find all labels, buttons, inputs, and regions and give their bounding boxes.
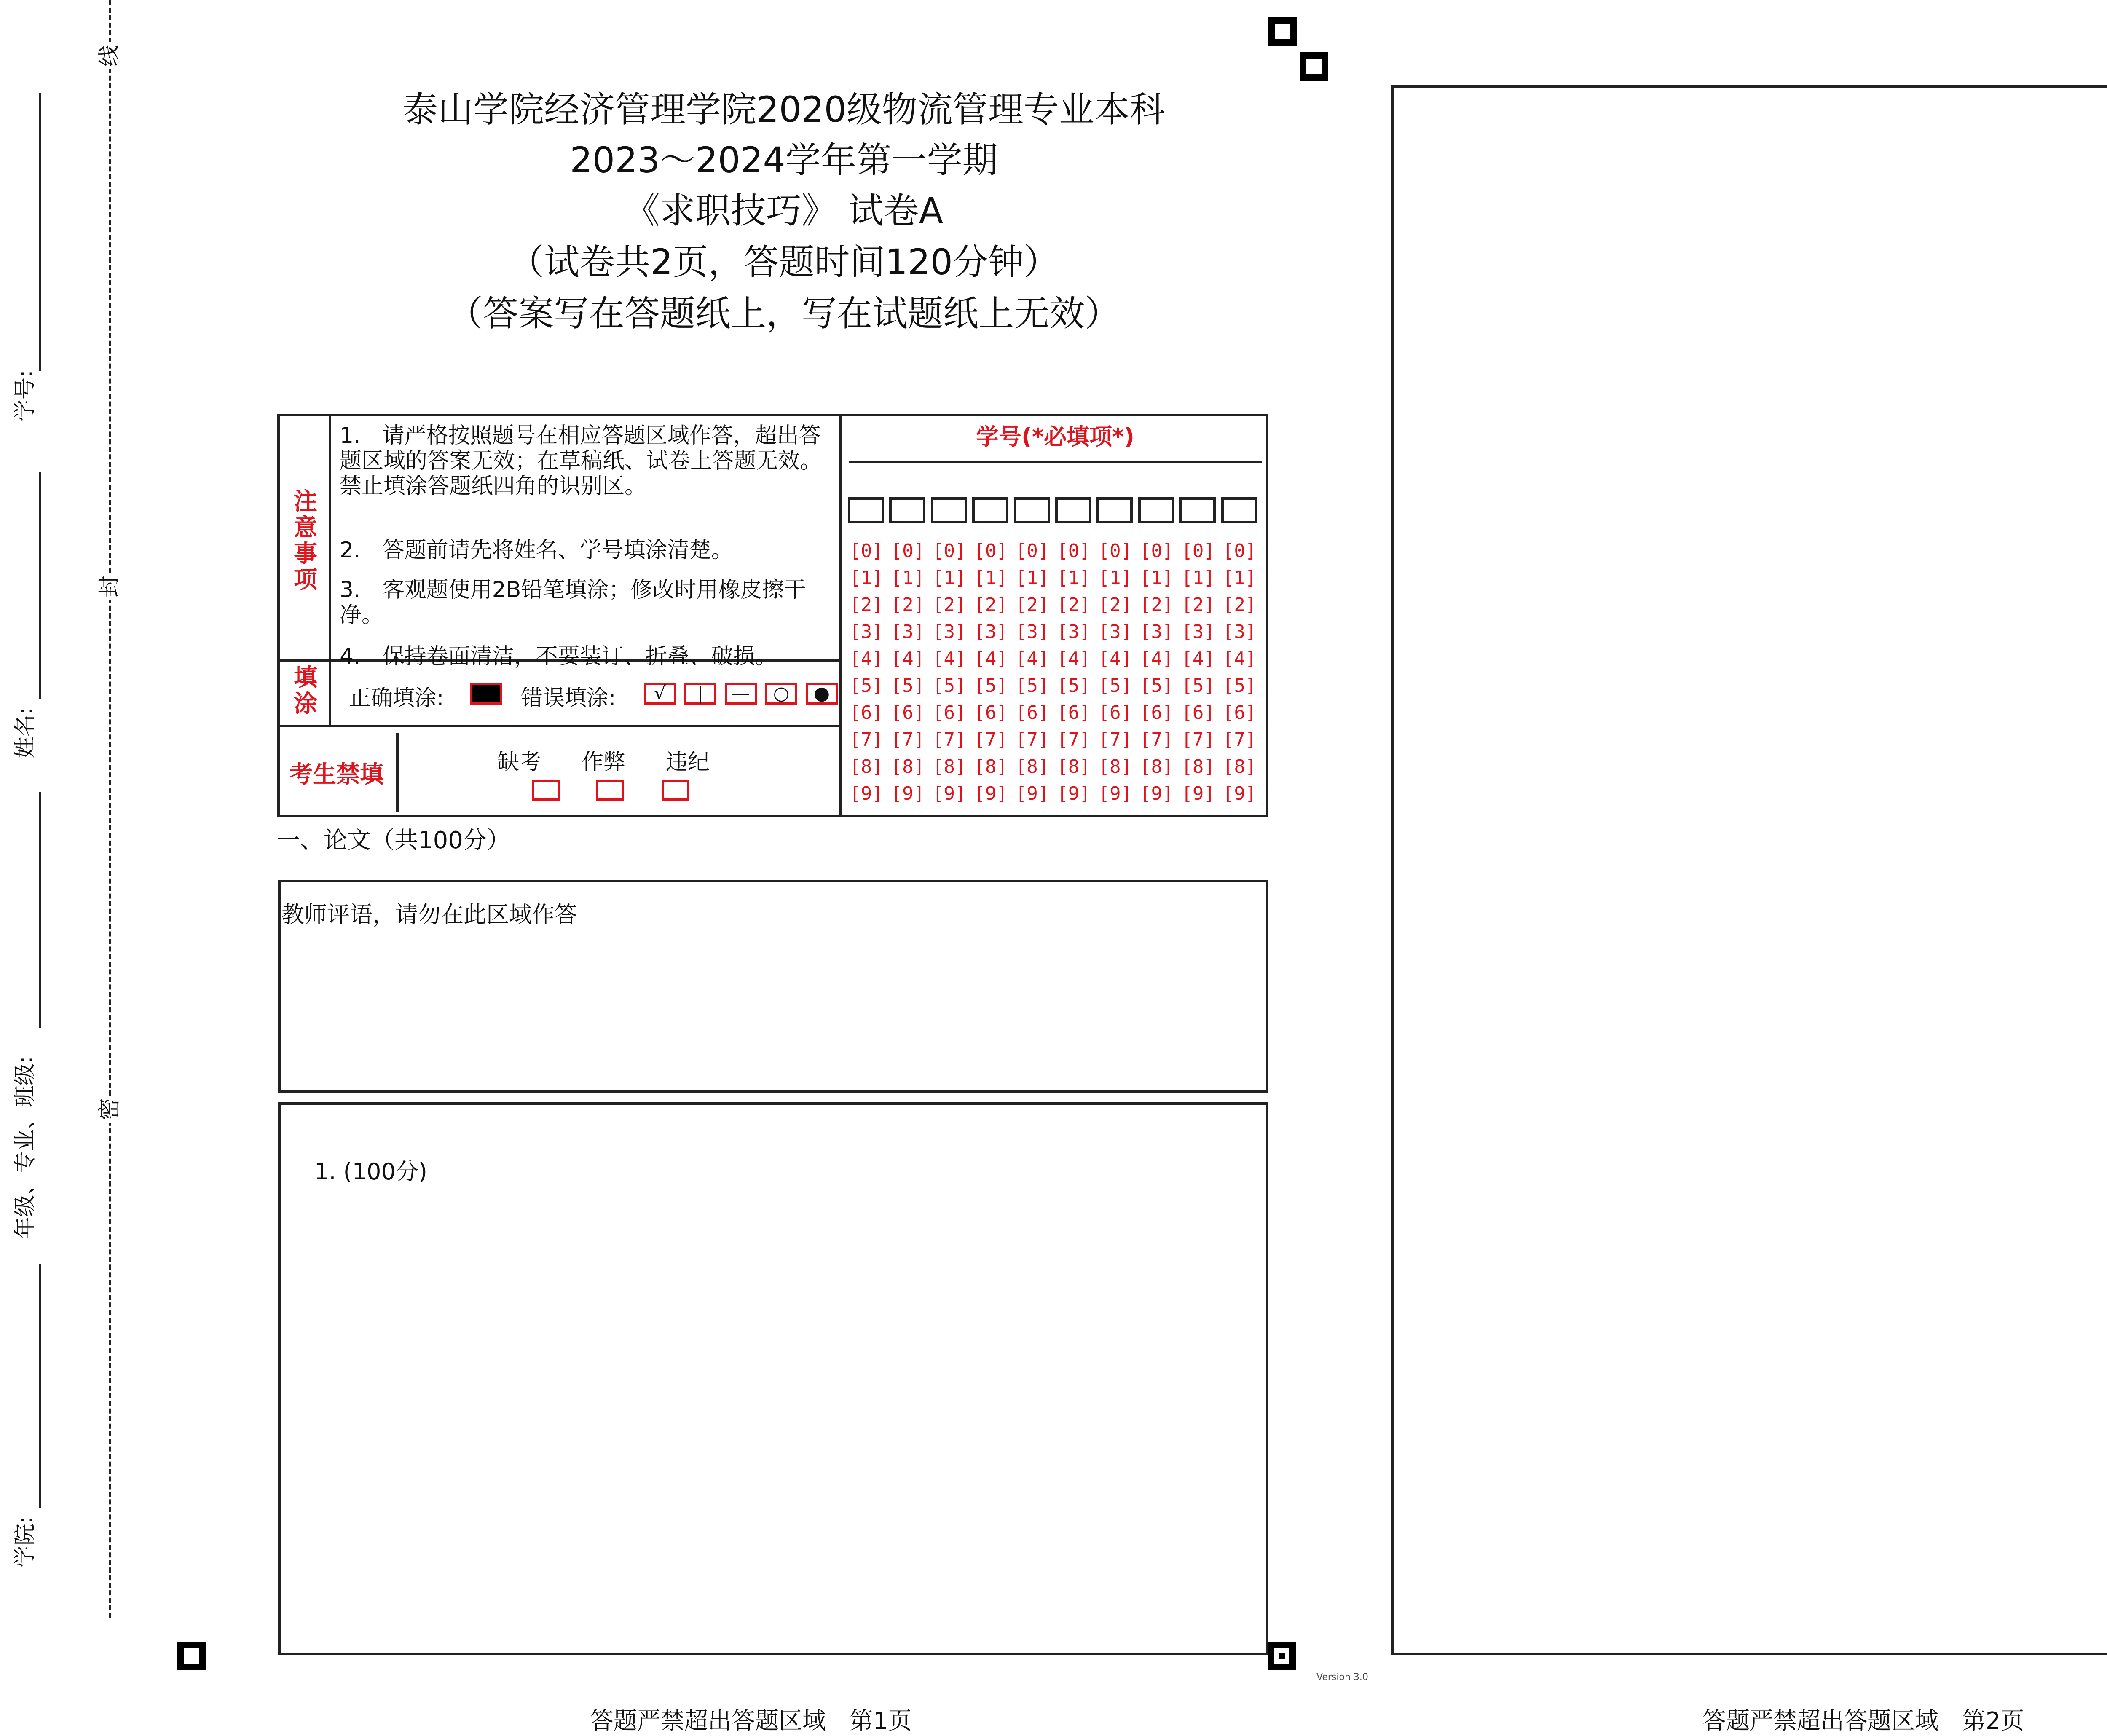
student-id-bubble[interactable]: [6] — [850, 702, 883, 723]
student-id-bubble-column — [887, 538, 928, 807]
notice-item-1: 1. 请严格按照题号在相应答题区域作答，超出答题区域的答案无效；在草稿纸、试卷上答题无效。禁止填涂答题纸四角的识别区。 — [340, 423, 822, 499]
student-id-blank-line[interactable] — [39, 93, 41, 371]
page-2-footer: 答题严禁超出答题区域 第2页 — [1702, 1707, 2024, 1735]
student-id-bubble[interactable]: [0] — [933, 540, 966, 562]
student-id-bubble[interactable]: [8] — [1057, 756, 1091, 777]
student-id-bubble[interactable]: [2] — [1098, 594, 1132, 616]
student-id-field-label: 学号: — [13, 370, 38, 421]
correct-fill-label: 正确填涂: — [349, 680, 444, 712]
student-id-bubble[interactable]: [2] — [1057, 594, 1091, 616]
fill-label: 填 涂 — [294, 664, 317, 718]
student-id-bubble[interactable]: [2] — [974, 594, 1008, 616]
student-id-bubble[interactable]: [9] — [1181, 783, 1215, 804]
student-id-bubble[interactable]: [9] — [1140, 783, 1174, 804]
student-id-bubble[interactable]: [5] — [850, 675, 883, 697]
student-id-bubble[interactable]: [7] — [891, 729, 925, 750]
wrong-fill-dash-icon: — — [725, 683, 757, 705]
student-id-bubble[interactable]: [3] — [1057, 621, 1091, 643]
name-field-label: 姓名: — [13, 707, 38, 758]
student-id-bubble[interactable]: [3] — [1181, 621, 1215, 643]
section-heading: 一、论文（共100分） — [276, 827, 510, 854]
student-id-bubble[interactable]: [2] — [933, 594, 966, 616]
absent-label: 缺考 — [497, 750, 541, 775]
student-id-bubble-column — [1220, 538, 1260, 807]
student-id-bubble[interactable]: [4] — [1222, 648, 1257, 670]
notice-item-3: 3. 客观题使用2B铅笔填涂；修改时用橡皮擦干净。 — [340, 577, 806, 628]
student-id-bubble-column — [929, 538, 970, 807]
correct-fill-example — [470, 683, 502, 705]
student-id-bubble[interactable]: [9] — [850, 783, 883, 804]
student-id-bubble[interactable]: [9] — [1098, 783, 1132, 804]
student-id-bubble[interactable]: [1] — [1057, 567, 1091, 589]
student-id-write-line — [849, 461, 1262, 463]
student-id-bubble[interactable]: [4] — [1057, 648, 1091, 670]
student-id-bubble[interactable]: [6] — [1098, 702, 1132, 723]
student-id-bubble[interactable]: [9] — [933, 783, 966, 804]
student-id-bubble[interactable]: [3] — [974, 621, 1008, 643]
student-id-bubble[interactable]: [9] — [1057, 783, 1091, 804]
student-id-bubble[interactable]: [5] — [974, 675, 1008, 697]
student-id-bubble[interactable]: [8] — [891, 756, 925, 777]
page-1-footer: 答题严禁超出答题区域 第1页 — [590, 1707, 912, 1735]
student-id-bubble[interactable]: [5] — [1181, 675, 1215, 697]
discipline-label: 违纪 — [666, 750, 710, 775]
seal-char-seal: 封 — [96, 573, 123, 600]
notice-divider — [329, 414, 331, 726]
student-id-bubble[interactable]: [3] — [1098, 621, 1132, 643]
student-id-bubble[interactable]: [6] — [1222, 702, 1257, 723]
student-id-bubble[interactable]: [6] — [974, 702, 1008, 723]
student-id-bubble[interactable]: [0] — [850, 540, 883, 562]
student-id-bubble[interactable]: [1] — [1140, 567, 1174, 589]
student-id-bubble[interactable]: [1] — [1015, 567, 1049, 589]
student-id-digit-box[interactable] — [1138, 497, 1174, 523]
student-id-label: 学号(*必填项*) — [976, 423, 1134, 450]
corner-marker-icon — [177, 1642, 206, 1670]
student-id-digit-box[interactable] — [1055, 497, 1091, 523]
student-id-bubble[interactable]: [2] — [1140, 594, 1174, 616]
binding-dashed-line — [109, 0, 111, 1618]
student-id-bubble-column — [1012, 538, 1053, 807]
student-id-digit-box[interactable] — [1096, 497, 1133, 523]
wrong-fill-dot-icon: ● — [806, 683, 838, 705]
student-id-bubble[interactable]: [1] — [1222, 567, 1257, 589]
answer-area-page2[interactable] — [1391, 85, 2107, 1655]
student-id-bubble-column — [846, 538, 887, 807]
student-id-bubble[interactable]: [9] — [1015, 783, 1049, 804]
name-blank-line[interactable] — [39, 472, 41, 699]
teacher-comment-label: 教师评语，请勿在此区域作答 — [281, 901, 577, 928]
student-id-digit-box[interactable] — [972, 497, 1008, 523]
corner-marker-icon — [1300, 52, 1328, 81]
student-id-bubble[interactable]: [4] — [1140, 648, 1174, 670]
student-id-bubble[interactable]: [1] — [974, 567, 1008, 589]
student-id-bubble-column — [1095, 538, 1135, 807]
student-id-bubble[interactable]: [6] — [891, 702, 925, 723]
student-id-bubble[interactable]: [9] — [1222, 783, 1257, 804]
student-id-bubble[interactable]: [0] — [974, 540, 1008, 562]
student-id-bubble[interactable]: [8] — [1098, 756, 1132, 777]
student-id-bubble[interactable]: [3] — [1015, 621, 1049, 643]
student-id-bubble[interactable]: [2] — [1015, 594, 1049, 616]
student-id-bubble[interactable]: [7] — [974, 729, 1008, 750]
cheating-label: 作弊 — [582, 750, 626, 775]
student-id-bubble-column — [970, 538, 1011, 807]
discipline-checkbox[interactable] — [662, 780, 689, 801]
exam-title-line2: 2023～2024学年第一学期 — [570, 139, 998, 181]
student-id-bubble[interactable]: [2] — [1222, 594, 1257, 616]
class-field-label: 年级、专业、班级: — [13, 1056, 38, 1239]
forbidden-divider — [396, 733, 399, 812]
student-id-bubble[interactable]: [1] — [1181, 567, 1215, 589]
student-id-bubble[interactable]: [4] — [974, 648, 1008, 670]
exam-course-title: 《求职技巧》 试卷A — [624, 190, 944, 231]
student-id-bubble[interactable]: [0] — [1015, 540, 1049, 562]
student-id-bubble[interactable]: [5] — [1222, 675, 1257, 697]
student-id-bubble[interactable]: [8] — [974, 756, 1008, 777]
version-label: Version 3.0 — [1316, 1672, 1368, 1682]
student-id-bubble[interactable]: [8] — [933, 756, 966, 777]
student-id-bubble[interactable]: [4] — [850, 648, 883, 670]
student-id-bubble[interactable]: [4] — [1098, 648, 1132, 670]
student-id-bubble[interactable]: [7] — [1015, 729, 1049, 750]
class-blank-line[interactable] — [39, 792, 41, 1028]
student-id-bubble[interactable]: [3] — [850, 621, 883, 643]
student-id-bubble[interactable]: [5] — [933, 675, 966, 697]
student-id-bubble[interactable]: [6] — [1057, 702, 1091, 723]
student-id-bubble[interactable]: [0] — [1140, 540, 1174, 562]
absent-checkbox[interactable] — [532, 780, 560, 801]
student-id-bubble[interactable]: [6] — [1015, 702, 1049, 723]
student-id-bubble[interactable]: [8] — [1181, 756, 1215, 777]
student-id-bubble[interactable]: [1] — [1098, 567, 1132, 589]
student-id-bubble[interactable]: [0] — [1222, 540, 1257, 562]
cheating-checkbox[interactable] — [596, 780, 624, 801]
seal-char-secret: 密 — [96, 1096, 123, 1123]
wrong-fill-check-icon: √ — [644, 683, 676, 705]
student-id-bubble[interactable]: [1] — [891, 567, 925, 589]
corner-marker-icon — [1268, 17, 1297, 46]
student-id-digit-box[interactable] — [1179, 497, 1216, 523]
seal-char-line: 线 — [96, 42, 123, 69]
student-id-bubble[interactable]: [7] — [1098, 729, 1132, 750]
wrong-fill-circle-icon: ○ — [765, 683, 797, 705]
student-id-bubble[interactable]: [5] — [1098, 675, 1132, 697]
student-id-bubble[interactable]: [1] — [933, 567, 966, 589]
college-blank-line[interactable] — [39, 1264, 41, 1508]
student-id-bubble[interactable]: [3] — [933, 621, 966, 643]
question-1-label: 1. (100分) — [314, 1158, 427, 1185]
student-id-bubble[interactable]: [8] — [1140, 756, 1174, 777]
corner-marker-icon — [1268, 1642, 1296, 1670]
wrong-fill-label: 错误填涂: — [521, 686, 616, 711]
exam-duration-note: （试卷共2页，答题时间120分钟） — [509, 241, 1059, 283]
college-field-label: 学院: — [13, 1516, 38, 1567]
student-id-bubble[interactable]: [7] — [1181, 729, 1215, 750]
student-id-bubble[interactable]: [4] — [1181, 648, 1215, 670]
fill-bottom-line — [277, 725, 842, 727]
student-id-bubble[interactable]: [9] — [891, 783, 925, 804]
student-id-bubble-column — [1054, 538, 1094, 807]
student-id-bubble[interactable]: [5] — [1015, 675, 1049, 697]
student-id-bubble[interactable]: [7] — [933, 729, 966, 750]
student-id-bubble[interactable]: [7] — [850, 729, 883, 750]
student-id-bubble[interactable]: [5] — [891, 675, 925, 697]
student-id-bubble[interactable]: [3] — [891, 621, 925, 643]
student-id-bubble[interactable]: [3] — [1140, 621, 1174, 643]
student-id-bubble[interactable]: [0] — [1181, 540, 1215, 562]
student-id-bubble[interactable]: [8] — [1222, 756, 1257, 777]
student-id-digit-box[interactable] — [848, 497, 884, 523]
student-id-bubble[interactable]: [6] — [1140, 702, 1174, 723]
student-id-bubble[interactable]: [8] — [850, 756, 883, 777]
student-id-bubble[interactable]: [7] — [1057, 729, 1091, 750]
student-id-bubble[interactable]: [8] — [1015, 756, 1049, 777]
student-id-bubble[interactable]: [0] — [891, 540, 925, 562]
notice-label: 注 意 事 项 — [294, 488, 317, 594]
student-id-bubble[interactable]: [5] — [1140, 675, 1174, 697]
student-id-bubble[interactable]: [3] — [1222, 621, 1257, 643]
notice-item-4: 4. 保持卷面清洁，不要装订、折叠、破损。 — [340, 644, 777, 669]
exam-title-line1: 泰山学院经济管理学院2020级物流管理专业本科 — [402, 89, 1165, 130]
student-id-digit-box[interactable] — [889, 497, 925, 523]
forbidden-label: 考生禁填 — [289, 761, 383, 788]
student-id-bubble[interactable]: [2] — [891, 594, 925, 616]
student-id-bubble[interactable]: [2] — [850, 594, 883, 616]
student-id-digit-box[interactable] — [1221, 497, 1257, 523]
student-id-bubble-column — [1137, 538, 1177, 807]
student-id-bubble[interactable]: [4] — [1015, 648, 1049, 670]
student-id-bubble-column — [1178, 538, 1218, 807]
wrong-fill-bar-icon: | — [684, 683, 716, 705]
student-id-bubble[interactable]: [9] — [974, 783, 1008, 804]
notice-item-2: 2. 答题前请先将姓名、学号填涂清楚。 — [340, 538, 733, 563]
student-id-bubble[interactable]: [4] — [933, 648, 966, 670]
student-id-bubble[interactable]: [2] — [1181, 594, 1215, 616]
exam-answer-note: （答案写在答题纸上，写在试题纸上无效） — [447, 293, 1120, 334]
student-id-digit-box[interactable] — [1014, 497, 1050, 523]
student-id-bubble[interactable]: [5] — [1057, 675, 1091, 697]
student-id-bubble[interactable]: [1] — [850, 567, 883, 589]
student-id-digit-box[interactable] — [931, 497, 967, 523]
info-divider — [839, 414, 842, 817]
student-id-bubble[interactable]: [7] — [1222, 729, 1257, 750]
student-id-bubble[interactable]: [6] — [933, 702, 966, 723]
student-id-bubble[interactable]: [0] — [1098, 540, 1132, 562]
student-id-bubble[interactable]: [0] — [1057, 540, 1091, 562]
student-id-bubble[interactable]: [7] — [1140, 729, 1174, 750]
student-id-bubble[interactable]: [4] — [891, 648, 925, 670]
student-id-bubble[interactable]: [6] — [1181, 702, 1215, 723]
